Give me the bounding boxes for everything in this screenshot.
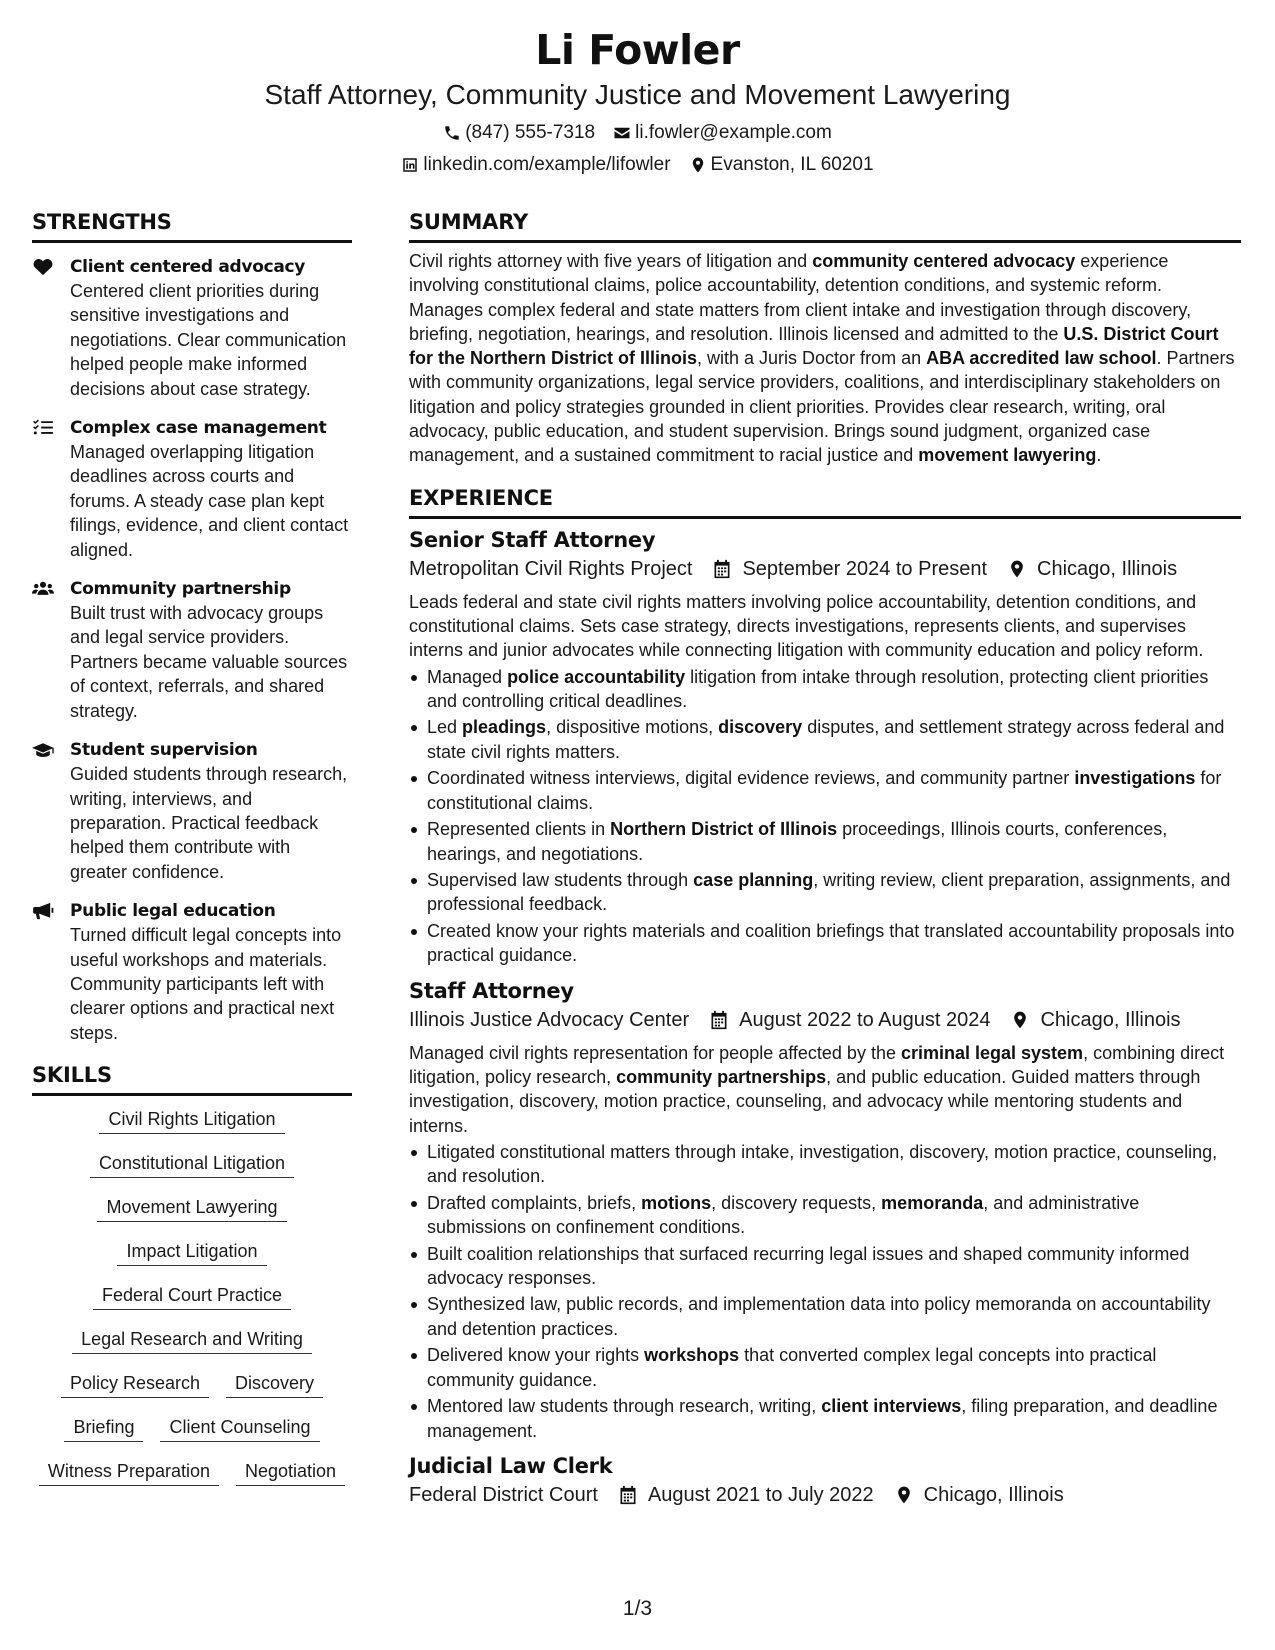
body-text: disputes, and settlement strategy across federal and state civil rights matters. [427, 717, 1225, 762]
bullet-item [409, 1242, 1241, 1291]
body-text: that converted complex legal concepts into practical community guidance. [427, 1345, 1157, 1390]
emphasis-text: U.S. District Court for the Northern District of Illinois [409, 323, 1219, 369]
body-text: , combining direct litigation, policy research, [409, 1042, 1225, 1087]
bullet-item [409, 766, 1241, 815]
strengths-list [32, 255, 352, 1045]
skills-section [32, 1061, 352, 1486]
bullet-item [409, 1191, 1241, 1240]
strength-item [32, 416, 352, 562]
left-column [32, 208, 352, 1486]
strength-item [32, 738, 352, 884]
bullhorn-icon [32, 902, 54, 920]
candidate-headline: Staff Attorney, Community Justice and Movement Lawyering [264, 79, 1011, 110]
skill-tag: Briefing [64, 1416, 143, 1442]
body-text: . Partners with community organizations, legal service providers, coalitions, and interdisciplinary stakeholders on litigation and policy strategies grounded in client priorities. Provides clear research, writing, oral advocacy, public education, and student supervision. Brings sound judgment, organized case management, and a sustained commitment to racial justice and [409, 348, 1235, 466]
body-text: Managed [427, 666, 508, 687]
job-meta [409, 1481, 1241, 1509]
job-meta [409, 1006, 1241, 1034]
right-column [409, 208, 1241, 1509]
emphasis-text: memoranda [881, 1192, 984, 1213]
job-title: Judicial Law Clerk [409, 1453, 613, 1478]
job-meta [409, 555, 1241, 583]
phone-text: (847) 555-7318 [465, 122, 596, 143]
strength-description: Guided students through research, writing, interviews, and preparation. Practical feedback helped them contribute with greater confidence. [70, 764, 348, 882]
bullet-item [409, 1343, 1241, 1392]
strength-description: Managed overlapping litigation deadlines across courts and forums. A steady case plan kept filings, evidence, and client contact aligned. [70, 442, 349, 560]
summary-text [409, 249, 1241, 468]
body-text: . [1096, 445, 1102, 466]
job-dates: August 2022 to August 2024 [739, 1008, 991, 1031]
map-marker-icon [689, 156, 707, 174]
strength-title: Student supervision [70, 740, 258, 761]
body-text: Supervised law students through [427, 870, 694, 891]
skill-tag: Witness Preparation [39, 1460, 219, 1486]
emphasis-text: pleadings [462, 717, 547, 738]
body-text: proceedings, Illinois courts, conferences, hearings, and negotiations. [427, 819, 1168, 864]
skill-tag: Civil Rights Litigation [99, 1108, 284, 1134]
body-text: experience involving constitutional claims, police accountability, detention conditions, and systemic reform. Manages complex federal and state matters from client intake and investigation through discovery, briefing, negotiation, hearings, and resolution. Illinois licensed and admitted to the [409, 251, 1192, 344]
strength-item [32, 577, 352, 723]
job-dates: September 2024 to Present [742, 557, 988, 580]
contact-row-2 [0, 153, 1275, 177]
body-text: Litigated constitutional matters through intake, investigation, discovery, motion practice, counseling, and resolution. [427, 1141, 1218, 1187]
job-entry [409, 1451, 1241, 1509]
location-text: Evanston, IL 60201 [710, 154, 874, 175]
job-organization: Illinois Justice Advocacy Center [409, 1008, 690, 1031]
emphasis-text: movement lawyering [918, 445, 1097, 466]
email-text[interactable]: li.fowler@example.com [635, 122, 832, 143]
body-text: Mentored law students through research, writing, [427, 1396, 822, 1417]
contact-phone [443, 121, 595, 145]
body-text: Coordinated witness interviews, digital evidence reviews, and community partner [427, 768, 1075, 789]
skills-heading: SKILLS [32, 1061, 352, 1096]
body-text: Synthesized law, public records, and implementation data into policy memoranda on accountability and detention practices. [427, 1294, 1211, 1339]
job-location: Chicago, Illinois [923, 1483, 1064, 1506]
body-text: Delivered know your rights [427, 1345, 645, 1366]
body-text: Civil rights attorney with five years of litigation and [409, 251, 813, 271]
body-text: , dispositive motions, [546, 717, 719, 738]
bullet-item [409, 919, 1241, 968]
strength-title: Community partnership [70, 579, 291, 600]
job-entry [409, 976, 1241, 1443]
resume-header [0, 22, 1275, 177]
body-text: litigation from intake through resolution, protecting client priorities and controlling critical deadlines. [427, 666, 1209, 711]
skill-tag: Impact Litigation [117, 1240, 266, 1266]
skill-tag: Legal Research and Writing [72, 1328, 312, 1354]
body-text: , with a Juris Doctor from an [697, 348, 927, 369]
heart-icon [32, 258, 54, 276]
page-number: 1/3 [622, 1597, 653, 1620]
summary-heading: SUMMARY [409, 208, 1241, 243]
body-text: , writing review, client preparation, assignments, and professional feedback. [427, 870, 1231, 915]
job-dates: August 2021 to July 2022 [647, 1483, 874, 1506]
linkedin-text[interactable]: linkedin.com/example/lifowler [423, 154, 671, 175]
strength-item [32, 899, 352, 1045]
skill-tag: Constitutional Litigation [90, 1152, 294, 1178]
emphasis-text: ABA accredited law school [926, 348, 1157, 369]
body-text: Led [427, 717, 463, 738]
contact-email[interactable] [613, 121, 832, 145]
job-organization: Federal District Court [409, 1483, 598, 1506]
emphasis-text: workshops [644, 1345, 740, 1366]
bullet-item [409, 1394, 1241, 1443]
body-text: for constitutional claims. [427, 768, 1222, 813]
map-marker-icon [894, 1485, 914, 1505]
linkedin-icon [401, 156, 419, 174]
body-text: Built coalition relationships that surfaced recurring legal issues and shaped community informed advocacy responses. [427, 1243, 1190, 1288]
strength-title: Public legal education [70, 901, 276, 922]
phone-icon [443, 124, 461, 142]
calendar-icon [618, 1485, 638, 1505]
emphasis-text: client interviews [821, 1396, 962, 1417]
skill-tag: Movement Lawyering [97, 1196, 286, 1222]
experience-section [409, 484, 1241, 1509]
emphasis-text: investigations [1074, 768, 1196, 789]
skill-tag: Negotiation [236, 1460, 345, 1486]
emphasis-text: police accountability [507, 666, 686, 687]
emphasis-text: case planning [693, 870, 814, 891]
envelope-icon [613, 124, 631, 142]
bullet-item [409, 1140, 1241, 1189]
contact-location [689, 153, 874, 177]
map-marker-icon [1010, 1010, 1030, 1030]
body-text: , filing preparation, and deadline management. [427, 1396, 1218, 1441]
candidate-name: Li Fowler [535, 26, 740, 74]
strength-description: Built trust with advocacy groups and legal service providers. Partners became valuable sources of context, referrals, and shared strategy. [70, 603, 348, 721]
body-text: Managed civil rights representation for people affected by the [409, 1042, 901, 1063]
experience-heading: EXPERIENCE [409, 484, 1241, 519]
emphasis-text: community partnerships [616, 1066, 827, 1087]
skill-tag: Discovery [226, 1372, 323, 1398]
strength-item [32, 255, 352, 401]
body-text: Drafted complaints, briefs, [427, 1192, 642, 1213]
job-location: Chicago, Illinois [1037, 557, 1178, 580]
emphasis-text: discovery [718, 717, 803, 738]
body-text: , discovery requests, [711, 1192, 882, 1213]
body-text: Leads federal and state civil rights matters involving police accountability, detention conditions, and constitutional claims. Sets case strategy, directs investigations, represents clients, and supervises interns and junior advocates while connecting litigation with community education and policy reform. [409, 591, 1204, 661]
skill-tag: Client Counseling [160, 1416, 319, 1442]
skill-tag: Federal Court Practice [93, 1284, 291, 1310]
calendar-icon [712, 559, 732, 579]
graduation-cap-icon [32, 741, 54, 759]
bullet-item [409, 817, 1241, 866]
strength-description: Turned difficult legal concepts into useful workshops and materials. Community participants left with clearer options and practical next steps. [70, 925, 342, 1043]
body-text: , and administrative submissions on confinement conditions. [427, 1192, 1140, 1237]
job-bullets [409, 665, 1241, 968]
bullet-item [409, 665, 1241, 714]
job-title: Senior Staff Attorney [409, 527, 656, 552]
job-description [409, 590, 1241, 663]
contact-row-1 [0, 121, 1275, 145]
job-organization: Metropolitan Civil Rights Project [409, 557, 693, 580]
job-description [409, 1041, 1241, 1138]
emphasis-text: criminal legal system [900, 1042, 1084, 1063]
job-location: Chicago, Illinois [1040, 1008, 1181, 1031]
bullet-item [409, 1292, 1241, 1341]
emphasis-text: motions [641, 1192, 712, 1213]
calendar-icon [709, 1010, 729, 1030]
bullet-item [409, 715, 1241, 764]
skill-tag: Policy Research [61, 1372, 209, 1398]
job-entry [409, 525, 1241, 968]
strength-title: Client centered advocacy [70, 257, 306, 277]
contact-linkedin[interactable] [401, 153, 670, 177]
skills-list [32, 1108, 352, 1486]
job-title: Staff Attorney [409, 978, 574, 1003]
emphasis-text: Northern District of Illinois [610, 819, 838, 840]
list-check-icon [32, 419, 54, 437]
body-text: Created know your rights materials and coalition briefings that translated accountability proposals into practical guidance. [427, 921, 1235, 966]
body-text: , and public education. Guided matters through investigation, discovery, motion practice, counseling, and advocacy while mentoring students and interns. [409, 1066, 1201, 1136]
strengths-heading: STRENGTHS [32, 208, 352, 243]
emphasis-text: community centered advocacy [812, 251, 1076, 271]
users-icon [32, 580, 54, 598]
strength-description: Centered client priorities during sensitive investigations and negotiations. Clear communication helped people make informed decisions about case strategy. [70, 281, 347, 399]
job-bullets [409, 1140, 1241, 1443]
body-text: Represented clients in [427, 819, 611, 840]
strength-title: Complex case management [70, 418, 327, 439]
bullet-item [409, 868, 1241, 917]
map-marker-icon [1007, 559, 1027, 579]
